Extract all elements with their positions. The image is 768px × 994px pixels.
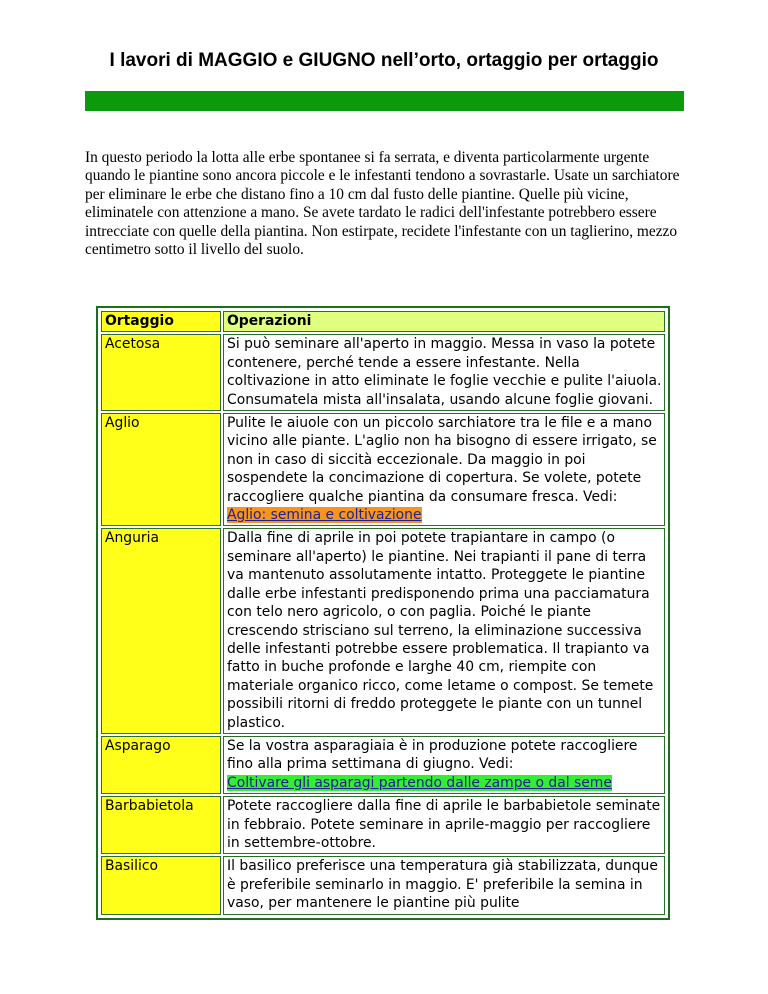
operation-text: Dalla fine di aprile in poi potete trapiantare in campo (o seminare all'aperto) le piantine. Nei trapianti il pane di terra va mantenuto assolutamente intatto. Proteggete le piantine dalle erbe infestanti predisponendo prima una pacciamatura con telo nero agricolo, o con paglia. Poiché le piante crescendo strisciano sul terreno, la eliminazione successiva delle infestanti potrebbe essere problematica. Il trapianto va fatto in buche profonde e larghe 40 cm, riempite con materiale organico ricco, come letame o compost. Se temete possibili ritorni di freddo proteggete le piante con un tunnel plastico.	[223, 528, 665, 733]
table-row	[101, 796, 665, 854]
vegetable-name: Anguria	[101, 528, 221, 733]
header-operazioni: Operazioni	[223, 311, 665, 332]
operations-table	[96, 306, 670, 920]
header-ortaggio: Ortaggio	[101, 311, 221, 332]
table-header-row	[101, 311, 665, 332]
vegetable-name: Acetosa	[101, 334, 221, 411]
table-row	[101, 856, 665, 914]
green-banner	[85, 91, 684, 111]
intro-paragraph: In questo periodo la lotta alle erbe spontanee si fa serrata, e diventa particolarmente urgente quando le piantine sono ancora piccole e le infestanti tendono a sovrastarle. Usate un sarchiatore per eliminare le erbe che distano fino a 10 cm dal fusto delle piantine. Quelle più vicine, eliminatele con attenzione a mano. Se avete tardato le radici dell'infestante potrebbero essere intrecciate con quelle della piantina. Non estirpate, recidete l'infestante con un taglierino, mezzo centimetro sotto il livello del suolo.	[85, 149, 680, 259]
operation-text: Il basilico preferisce una temperatura già stabilizzata, dunque è preferibile seminarlo in maggio. E' preferibile la semina in vaso, per mantenere le piantine più pulite	[223, 856, 665, 914]
vegetable-name: Asparago	[101, 736, 221, 794]
operation-text: Pulite le aiuole con un piccolo sarchiatore tra le file e a mano vicino alle piante. L'aglio non ha bisogno di essere irrigato, se non in caso di siccità eccezionale. Da maggio in poi sospendete la concimazione di copertura. Se volete, potete raccogliere qualche piantina da consumare fresca. Vedi: Aglio: semina e coltivazione	[223, 413, 665, 526]
page-title: I lavori di MAGGIO e GIUGNO nell’orto, ortaggio per ortaggio	[109, 50, 659, 71]
asparagi-link[interactable]: Coltivare gli asparagi partendo dalle zampe o dal seme	[227, 774, 612, 791]
table-row	[101, 334, 665, 411]
operation-text: Si può seminare all'aperto in maggio. Messa in vaso la potete contenere, perché tende a essere infestante. Nella coltivazione in atto eliminate le foglie vecchie e pulite l'aiuola. Consumatela mista all'insalata, usando alcune foglie giovani.	[223, 334, 665, 411]
operation-text: Se la vostra asparagiaia è in produzione potete raccogliere fino alla prima settimana di giugno. Vedi: Coltivare gli asparagi partendo dalle zampe o dal seme	[223, 736, 665, 794]
operation-text: Potete raccogliere dalla fine di aprile le barbabietole seminate in febbraio. Potete seminare in aprile-maggio per raccogliere in settembre-ottobre.	[223, 796, 665, 854]
vegetable-name: Basilico	[101, 856, 221, 914]
table-row	[101, 413, 665, 526]
vegetable-name: Barbabietola	[101, 796, 221, 854]
table-row	[101, 528, 665, 733]
table-row	[101, 736, 665, 794]
vegetable-name: Aglio	[101, 413, 221, 526]
aglio-link[interactable]: Aglio: semina e coltivazione	[227, 507, 422, 524]
